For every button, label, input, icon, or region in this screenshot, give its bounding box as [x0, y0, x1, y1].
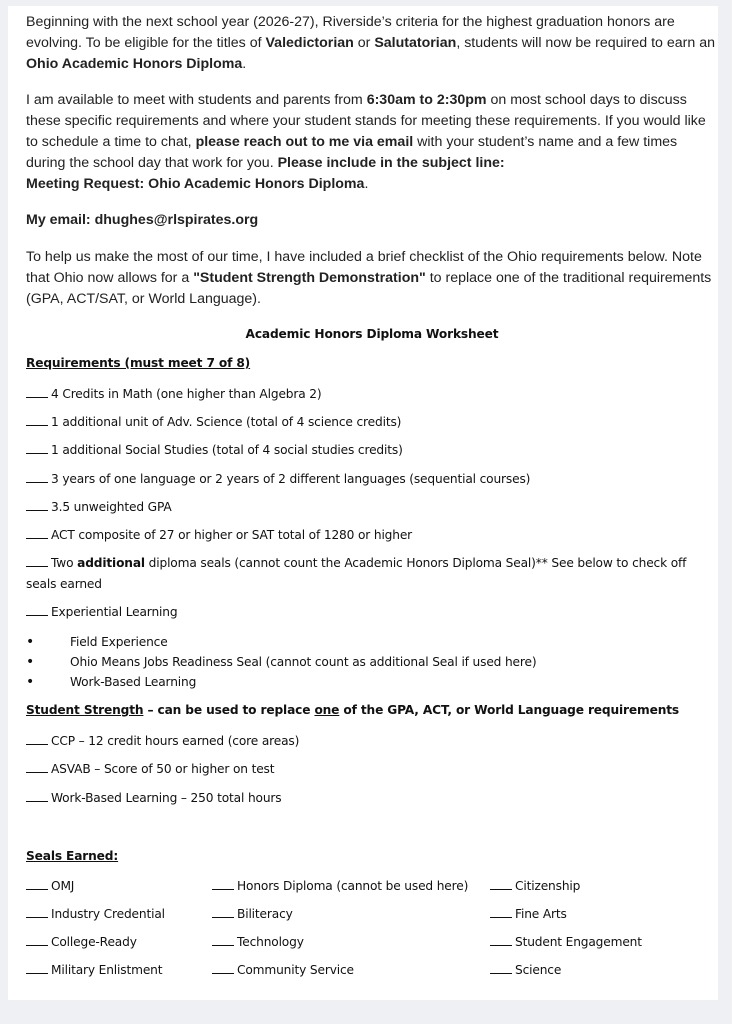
document-page	[8, 6, 718, 1000]
requirement-item-experiential[interactable]: Experiential Learning	[26, 605, 177, 619]
checkbox-blank[interactable]	[26, 614, 48, 616]
checkbox-blank[interactable]	[26, 743, 48, 745]
requirement-item-seals-cont: seals earned	[26, 577, 102, 591]
bullet-icon: •	[26, 634, 35, 650]
seal-item[interactable]: Biliteracy	[212, 907, 293, 921]
strength-item[interactable]: ASVAB – Score of 50 or higher on test	[26, 762, 274, 776]
checkbox-blank[interactable]	[26, 396, 48, 398]
bullet-icon: •	[26, 654, 35, 670]
checkbox-blank[interactable]	[212, 888, 234, 890]
checkbox-blank[interactable]	[490, 972, 512, 974]
checkbox-blank[interactable]	[212, 944, 234, 946]
checkbox-blank[interactable]	[26, 481, 48, 483]
email-subject-line: Meeting Request: Ohio Academic Honors Diploma	[26, 176, 365, 192]
student-strength-heading: Student Strength – can be used to replace one of the GPA, ACT, or World Language requirements	[26, 703, 679, 717]
seal-item[interactable]: Student Engagement	[490, 935, 642, 949]
checkbox-blank[interactable]	[26, 771, 48, 773]
requirements-heading: Requirements (must meet 7 of 8)	[26, 356, 251, 370]
intro-paragraph: Beginning with the next school year (2026-27), Riverside’s criteria for the highest graduation honors are evolving. To be eligible for the titles of Valedictorian or Salutatorian, students will now be required to earn an Ohio Academic Honors Diploma.	[26, 14, 715, 72]
requirement-item[interactable]: 3.5 unweighted GPA	[26, 500, 172, 514]
checkbox-blank[interactable]	[26, 888, 48, 890]
seal-item[interactable]: Industry Credential	[26, 907, 165, 921]
checkbox-blank[interactable]	[26, 916, 48, 918]
seal-item[interactable]: Science	[490, 963, 561, 977]
seal-item[interactable]: Community Service	[212, 963, 354, 977]
checkbox-blank[interactable]	[490, 916, 512, 918]
seal-item[interactable]: OMJ	[26, 879, 74, 893]
bullet-icon: •	[26, 674, 35, 690]
availability-paragraph: I am available to meet with students and parents from 6:30am to 2:30pm on most school days to discuss these specific requirements and where your student stands for meeting these requirements. If you would like to schedule a time to chat, please reach out to me via email with your student’s name and a few times during the school day that work for you. Please include in the subject line: Meeting Request: Ohio Academic Honors Diploma.	[26, 92, 706, 192]
seals-earned-heading: Seals Earned:	[26, 849, 119, 863]
experiential-option: • Work-Based Learning	[26, 674, 197, 690]
checkbox-blank[interactable]	[26, 944, 48, 946]
requirement-item[interactable]: 1 additional Social Studies (total of 4 social studies credits)	[26, 443, 403, 457]
checkbox-blank[interactable]	[26, 452, 48, 454]
seal-item[interactable]: Fine Arts	[490, 907, 567, 921]
checkbox-blank[interactable]	[490, 888, 512, 890]
requirement-item-seals[interactable]: Two additional diploma seals (cannot count the Academic Honors Diploma Seal)** See below to check off	[26, 556, 686, 570]
checklist-intro-paragraph: To help us make the most of our time, I have included a brief checklist of the Ohio requirements below. Note that Ohio now allows for a "Student Strength Demonstration" to replace one of the traditional requirements (GPA, ACT/SAT, or World Language).	[26, 249, 712, 307]
strength-item[interactable]: Work-Based Learning – 250 total hours	[26, 791, 281, 805]
experiential-option: • Field Experience	[26, 634, 168, 650]
seal-item[interactable]: Honors Diploma (cannot be used here)	[212, 879, 468, 893]
checkbox-blank[interactable]	[26, 972, 48, 974]
checkbox-blank[interactable]	[26, 565, 48, 567]
checkbox-blank[interactable]	[212, 916, 234, 918]
requirement-item[interactable]: 1 additional unit of Adv. Science (total of 4 science credits)	[26, 415, 401, 429]
student-strength-term: "Student Strength Demonstration"	[193, 270, 426, 286]
checkbox-blank[interactable]	[26, 424, 48, 426]
strength-item[interactable]: CCP – 12 credit hours earned (core areas)	[26, 734, 299, 748]
diploma-term: Ohio Academic Honors Diploma	[26, 56, 243, 72]
checkbox-blank[interactable]	[26, 800, 48, 802]
seal-item[interactable]: Citizenship	[490, 879, 580, 893]
seal-item[interactable]: Technology	[212, 935, 304, 949]
checkbox-blank[interactable]	[490, 944, 512, 946]
requirement-item[interactable]: 4 Credits in Math (one higher than Algebra 2)	[26, 387, 322, 401]
availability-hours: 6:30am to 2:30pm	[366, 92, 487, 108]
seal-item[interactable]: Military Enlistment	[26, 963, 162, 977]
salutatorian-term: Salutatorian	[374, 35, 457, 51]
seal-item[interactable]: College-Ready	[26, 935, 137, 949]
requirement-item[interactable]: 3 years of one language or 2 years of 2 different languages (sequential courses)	[26, 472, 530, 486]
valedictorian-term: Valedictorian	[265, 35, 354, 51]
email-line[interactable]: My email: dhughes@rlspirates.org	[26, 212, 259, 228]
experiential-option: • Ohio Means Jobs Readiness Seal (cannot count as additional Seal if used here)	[26, 654, 537, 670]
worksheet-title: Academic Honors Diploma Worksheet	[245, 327, 499, 341]
checkbox-blank[interactable]	[212, 972, 234, 974]
requirement-item[interactable]: ACT composite of 27 or higher or SAT total of 1280 or higher	[26, 528, 412, 542]
checkbox-blank[interactable]	[26, 537, 48, 539]
checkbox-blank[interactable]	[26, 509, 48, 511]
